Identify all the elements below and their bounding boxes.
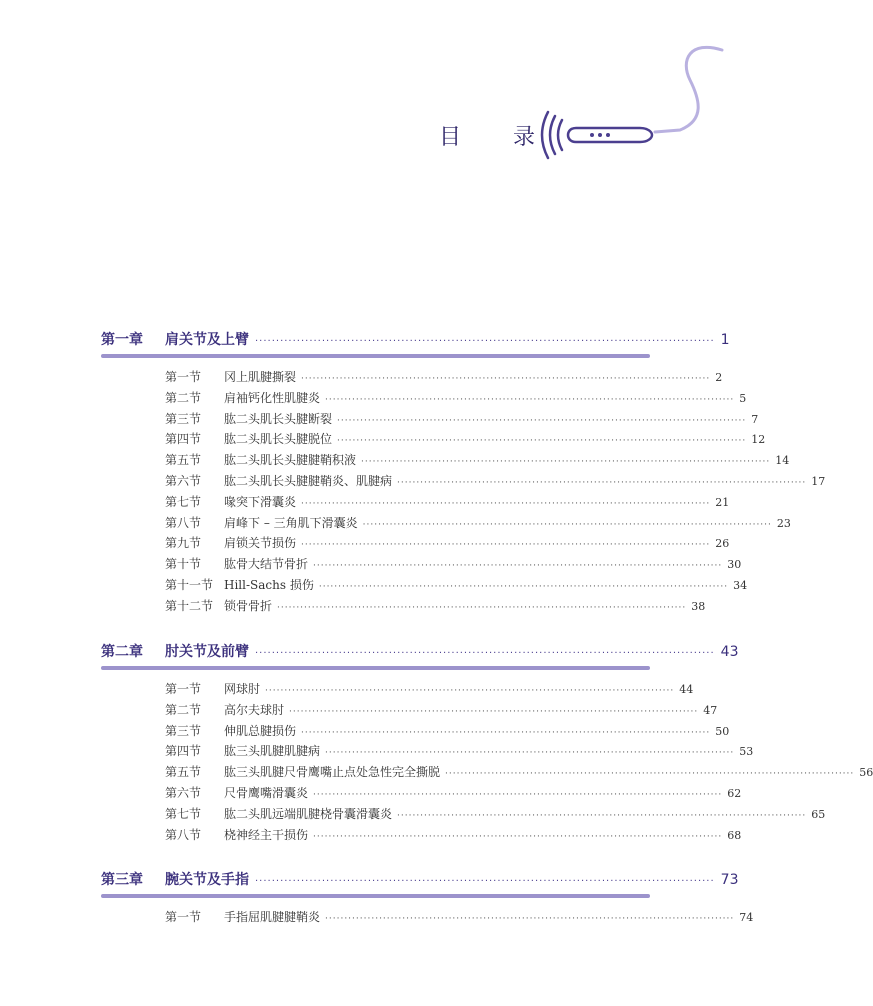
section-page: 44	[679, 683, 694, 696]
section-page: 12	[751, 433, 766, 447]
chapter-heading[interactable]	[101, 329, 730, 351]
dot-leader: ··········································································································	[397, 477, 807, 488]
section-list	[165, 368, 826, 618]
dot-leader: ··········································································································	[301, 374, 711, 384]
section-title: Hill-Sachs 损伤	[224, 577, 314, 592]
toc-entry[interactable]	[165, 805, 826, 826]
section-page: 21	[715, 495, 730, 509]
title-char: 目	[439, 125, 464, 150]
section-page: 47	[703, 703, 718, 717]
chapter-rule	[101, 666, 650, 670]
chapter-1	[101, 329, 826, 618]
section-title: 肱二头肌长头腱腱鞘炎、肌腱病	[224, 473, 393, 488]
section-page: 2	[715, 371, 723, 384]
section-number: 第一节	[165, 370, 202, 384]
toc-entry[interactable]	[165, 722, 730, 743]
dot-leader: ··········································································································	[313, 831, 723, 842]
title-char: 录	[513, 125, 538, 150]
section-number: 第七节	[165, 494, 202, 509]
dot-leader: ··········································································································	[325, 914, 735, 924]
dot-leader: ··········································································································	[265, 686, 675, 696]
toc-entry[interactable]	[165, 514, 791, 535]
section-page: 56	[859, 766, 873, 780]
section-title: 肱二头肌长头腱断裂	[224, 411, 333, 426]
section-title: 高尔夫球肘	[224, 702, 285, 717]
section-number: 第七节	[165, 806, 202, 821]
section-title: 肱二头肌远端肌腱桡骨囊滑囊炎	[224, 806, 393, 821]
dot-leader: ··············································································································	[255, 336, 715, 347]
section-title: 手指屈肌腱腱鞘炎	[224, 910, 321, 924]
toc-entry[interactable]	[165, 576, 748, 597]
dot-leader: ··········································································································	[277, 602, 687, 613]
dot-leader: ··············································································································	[255, 876, 715, 887]
section-number: 第九节	[165, 536, 202, 551]
dot-leader: ··········································································································	[445, 769, 855, 780]
toc-entry[interactable]	[165, 430, 766, 451]
toc-entry[interactable]	[165, 493, 730, 514]
dot-leader: ··········································································································	[289, 706, 699, 717]
section-page: 68	[727, 828, 742, 842]
toc-entry[interactable]	[165, 534, 730, 555]
chapter-rule	[101, 894, 650, 898]
chapter-heading[interactable]	[101, 641, 739, 663]
section-title: 肱骨大结节骨折	[224, 557, 309, 572]
section-number: 第三节	[165, 411, 202, 426]
toc-entry[interactable]	[165, 701, 718, 722]
chapter-number: 第二章	[101, 644, 143, 660]
toc-entry[interactable]	[165, 784, 742, 805]
chapter-number: 第三章	[101, 872, 143, 888]
section-number: 第五节	[165, 765, 202, 780]
section-number: 第二节	[165, 702, 202, 717]
dot-leader: ··········································································································	[301, 498, 711, 509]
ultrasound-probe-icon	[540, 40, 722, 170]
dot-leader: ··············································································································	[255, 648, 715, 659]
section-page: 62	[727, 786, 742, 800]
section-title: 肩锁关节损伤	[224, 536, 297, 551]
toc-entry[interactable]	[165, 742, 754, 763]
section-title: 伸肌总腱损伤	[224, 723, 297, 738]
section-number: 第十二节	[165, 598, 214, 613]
dot-leader: ··········································································································	[313, 789, 723, 800]
dot-leader: ··········································································································	[337, 436, 747, 447]
section-list	[165, 908, 754, 929]
section-number: 第十一节	[165, 577, 214, 592]
section-page: 30	[727, 558, 742, 572]
section-title: 肱二头肌长头腱脱位	[224, 432, 333, 447]
chapter-heading[interactable]	[101, 869, 739, 891]
chapter-page: 73	[720, 872, 739, 888]
chapter-title: 肩关节及上臂	[165, 332, 249, 348]
section-page: 23	[776, 516, 791, 530]
toc-entry[interactable]	[165, 389, 747, 410]
dot-leader: ··········································································································	[337, 415, 747, 426]
toc-entry[interactable]	[165, 826, 742, 847]
dot-leader: ··········································································································	[325, 748, 735, 759]
section-list	[165, 680, 873, 846]
dot-leader: ··········································································································	[362, 519, 772, 530]
chapter-title: 肘关节及前臂	[165, 644, 249, 660]
section-title: 肱三头肌腱尺骨鹰嘴止点处急性完全撕脱	[224, 765, 441, 780]
section-number: 第六节	[165, 785, 202, 800]
dot-leader: ··········································································································	[313, 561, 723, 572]
section-number: 第一节	[165, 910, 202, 924]
section-number: 第六节	[165, 473, 202, 488]
section-page: 5	[739, 391, 747, 405]
toc-entry[interactable]	[165, 451, 790, 472]
section-title: 肱三头肌腱肌腱病	[224, 744, 321, 759]
section-number: 第一节	[165, 682, 202, 696]
section-title: 肩袖钙化性肌腱炎	[224, 390, 321, 405]
section-title: 肩峰下 – 三角肌下滑囊炎	[224, 515, 358, 530]
chapter-title: 腕关节及手指	[165, 872, 249, 888]
section-number: 第四节	[165, 744, 202, 759]
section-title: 网球肘	[224, 682, 261, 696]
page-title	[439, 120, 537, 151]
section-page: 50	[715, 724, 730, 738]
section-page: 17	[811, 474, 826, 488]
section-number: 第八节	[165, 827, 202, 842]
dot-leader: ··········································································································	[325, 394, 735, 405]
toc-entry[interactable]	[165, 410, 759, 431]
section-page: 53	[739, 745, 754, 759]
section-title: 喙突下滑囊炎	[224, 494, 297, 509]
section-title: 冈上肌腱撕裂	[224, 370, 297, 384]
section-page: 38	[691, 599, 706, 613]
section-number: 第四节	[165, 432, 202, 447]
toc-entry[interactable]	[165, 763, 873, 784]
section-number: 第三节	[165, 723, 202, 738]
section-page: 65	[811, 807, 826, 821]
section-title: 肱二头肌长头腱腱鞘积液	[224, 453, 357, 468]
chapter-2	[101, 641, 873, 846]
section-page: 34	[733, 578, 748, 592]
dot-leader: ··········································································································	[301, 540, 711, 551]
toc-entry[interactable]	[165, 597, 706, 618]
dot-leader: ··········································································································	[301, 727, 711, 738]
section-title: 锁骨骨折	[224, 598, 273, 613]
chapter-page: 1	[720, 332, 730, 348]
section-page: 7	[751, 412, 759, 426]
chapter-number: 第一章	[101, 332, 143, 348]
section-number: 第十节	[165, 557, 202, 572]
chapter-rule	[101, 354, 650, 358]
section-page: 14	[775, 454, 790, 468]
toc-entry[interactable]	[165, 555, 742, 576]
section-page: 74	[739, 911, 754, 924]
chapter-page: 43	[720, 644, 739, 660]
section-number: 第八节	[165, 515, 202, 530]
dot-leader: ··········································································································	[361, 457, 771, 468]
toc-entry[interactable]	[165, 368, 723, 389]
toc-entry[interactable]	[165, 908, 754, 929]
dot-leader: ··········································································································	[318, 581, 729, 592]
dot-leader: ··········································································································	[397, 810, 807, 821]
chapter-3	[101, 869, 754, 929]
toc-entry[interactable]	[165, 680, 694, 701]
section-number: 第二节	[165, 390, 202, 405]
section-number: 第五节	[165, 453, 202, 468]
toc-entry[interactable]	[165, 472, 826, 493]
section-title: 尺骨鹰嘴滑囊炎	[224, 785, 309, 800]
section-title: 桡神经主干损伤	[224, 827, 309, 842]
section-page: 26	[715, 537, 730, 551]
